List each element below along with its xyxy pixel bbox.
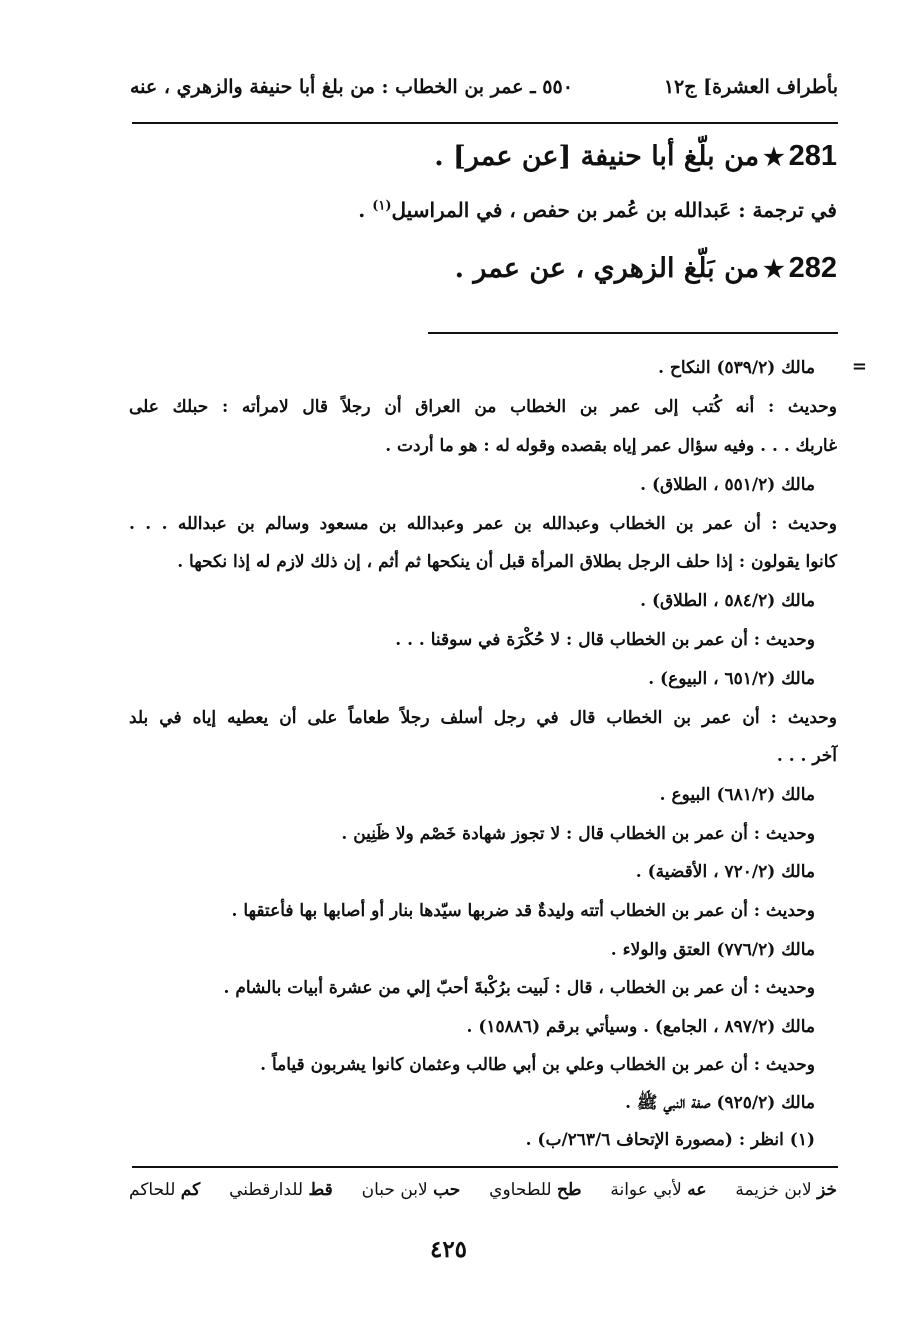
star-icon: ★ [763,254,785,283]
abbreviation-code: خز [817,1180,837,1200]
abbreviation-label: للدارقطني [229,1180,304,1200]
footnote-line: مالك (٥٥١/٢ ، الطلاق) . [640,475,815,495]
footnote-rule [428,332,838,334]
footnote-line: (١) انظر : (مصورة الإتحاف ٢٦٣/٦/ب) . [525,1130,815,1150]
footnote-line: مالك (٥٨٤/٢ ، الطلاق) . [640,591,815,611]
footnote-line: وحديث : أن عمر بن الخطاب قال : لا تجوز شهادة خَصْم ولا ظَنِين . [341,824,815,844]
abbreviation-code: كم [180,1180,201,1200]
entry-note-end: . [358,198,373,222]
page-number: ٤٢٥ [429,1236,468,1263]
abbreviation-label: للحاكم [129,1180,176,1200]
star-icon: ★ [763,142,785,171]
header-rule [132,122,838,124]
footnote-line: مالك (٨٩٧/٢ ، الجامع) . وسيأتي برقم (١٥٨٨٦) . [466,1017,815,1037]
continuation-mark: = [851,356,867,377]
abbreviation-label: للطحاوي [489,1180,552,1200]
footnote-line: غاربك . . . وفيه سؤال عمر إياه بقصده وقوله له : هو ما أردت . [385,436,837,456]
abbreviation-label: لأبي عوانة [610,1180,682,1200]
abbreviation-key [129,1180,837,1214]
entry-number: 282 [788,252,837,284]
abbreviation-item [229,1180,333,1214]
abbreviation-item [735,1180,837,1214]
running-header [130,70,838,104]
header-volume-title: بأطراف العشرة] ج١٢ [663,76,838,98]
abbreviation-item [129,1180,200,1214]
abbreviation-item [489,1180,581,1214]
abbreviation-item [610,1180,706,1214]
abbreviation-item [362,1180,461,1214]
footnote-line: وحديث : أن عمر بن الخطاب أتته وليدةٌ قد ضربها سيّدها بنار أو أصابها بها فأعتقها . [231,901,815,921]
footnote-ref: (١) [372,198,392,214]
entry-note-text: في ترجمة : عَبدالله بن عُمر بن حفص ، في المراسيل [391,198,837,222]
footnote-line: مالك (٩٢٥/٢) صفة النبي ﷺ . [625,1093,815,1113]
header-chapter-title: ٥٥٠ ـ عمر بن الخطاب : من بلغ أبا حنيفة والزهري ، عنه [130,76,573,98]
footnote-line: وحديث : أن عمر بن الخطاب قال في رجل أسلف رجلاً طعاماً على أن يعطيه إياه في بلد [129,708,837,728]
footnote-line: وحديث : أن عمر بن الخطاب قال : لا حُكْرَة في سوقنا . . . [395,630,815,650]
abbreviation-code: طح [556,1180,582,1200]
footnote-line: مالك (٧٧٦/٢) العتق والولاء . [610,940,815,960]
abbreviation-label: لابن حبان [361,1180,428,1200]
entry-text: من بَلّغ الزهري ، عن عمر . [454,253,760,284]
footnote-line: وحديث : أن عمر بن الخطاب ، قال : لَبيت برُكْبةَ أحبّ إلي من عشرة أبيات بالشام . [223,978,815,998]
entry-text: من بلّغ أبا حنيفة [عن عمر] . [434,141,760,172]
abbreviation-label: لابن خزيمة [735,1180,812,1200]
footer-rule [132,1166,838,1168]
entry-281 [434,140,837,173]
footnote-line: وحديث : أن عمر بن الخطاب وعلي بن أبي طالب وعثمان كانوا يشربون قياماً . [260,1055,815,1075]
footnote-line: مالك (٦٨١/٢) البيوع . [659,785,815,805]
entry-282 [455,252,837,285]
abbreviation-code: عه [687,1180,707,1200]
abbreviation-code: حب [433,1180,461,1200]
footnote-line: مالك (٥٣٩/٢) النكاح . [658,358,815,378]
footnote-line: وحديث : أنه كُتب إلى عمر بن الخطاب من العراق أن رجلاً قال لامرأته : حبلك على [129,397,837,417]
footnote-line: كانوا يقولون : إذا حلف الرجل بطلاق المرأة قبل أن ينكحها ثم أثم ، إن ذلك لازم له إذا نكحها . [177,552,837,572]
entry-note [358,198,837,222]
footnote-line: آخر . . . [776,746,837,766]
footnote-line: وحديث : أن عمر بن الخطاب وعبدالله بن عمر وعبدالله بن مسعود وسالم بن عبدالله . . . [129,514,837,534]
footnote-line: مالك (٧٢٠/٢ ، الأقضية) . [635,862,815,882]
entry-number: 281 [788,140,837,172]
abbreviation-code: قط [308,1180,333,1200]
footnote-line: مالك (٦٥١/٢ ، البيوع) . [648,669,815,689]
